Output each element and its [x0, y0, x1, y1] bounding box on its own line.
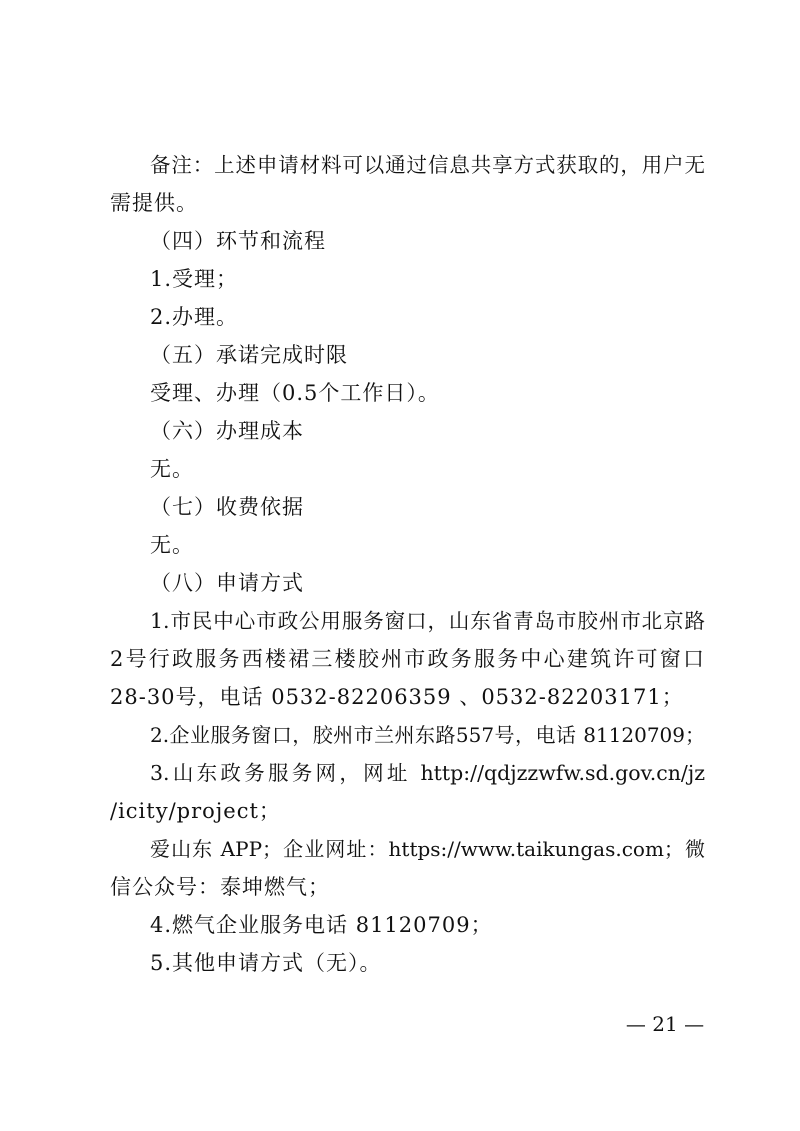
section-heading: （五）承诺完成时限: [150, 343, 348, 367]
text-line: 无。: [150, 533, 194, 557]
text-line: 需提供。: [110, 191, 198, 215]
text-line: 爱山东 APP；企业网址：https://www.taikungas.com；微: [150, 837, 705, 861]
text-line: 无。: [150, 457, 194, 481]
text-line: /icity/project；: [110, 799, 281, 823]
text-line: 2号行政服务西楼裙三楼胶州市政务服务中心建筑许可窗口: [110, 647, 705, 671]
section-heading: （八）申请方式: [150, 571, 304, 595]
text-line: 4.燃气企业服务电话 81120709；: [150, 913, 493, 937]
text-line: 1.受理；: [150, 267, 239, 291]
text-line: 5.其他申请方式（无）。: [150, 951, 382, 975]
section-heading: （七）收费依据: [150, 495, 304, 519]
text-line: 备注：上述申请材料可以通过信息共享方式获取的，用户无: [150, 153, 705, 177]
text-line: 1.市民中心市政公用服务窗口，山东省青岛市胶州市北京路: [150, 609, 705, 633]
text-line: 28-30号，电话 0532-82206359 、0532-82203171；: [110, 685, 684, 709]
text-line: 3.山东政务服务网，网址 http://qdjzzwfw.sd.gov.cn/jz: [150, 761, 705, 785]
section-heading: （六）办理成本: [150, 419, 304, 443]
section-heading: （四）环节和流程: [150, 229, 326, 253]
text-line: 2.办理。: [150, 305, 239, 329]
page-number: — 21 —: [625, 1012, 705, 1036]
text-line: 2.企业服务窗口，胶州市兰州东路557号，电话 81120709；: [150, 723, 705, 747]
text-line: 受理、办理（0.5个工作日）。: [150, 381, 440, 405]
text-line: 信公众号：泰坤燃气；: [110, 875, 330, 899]
